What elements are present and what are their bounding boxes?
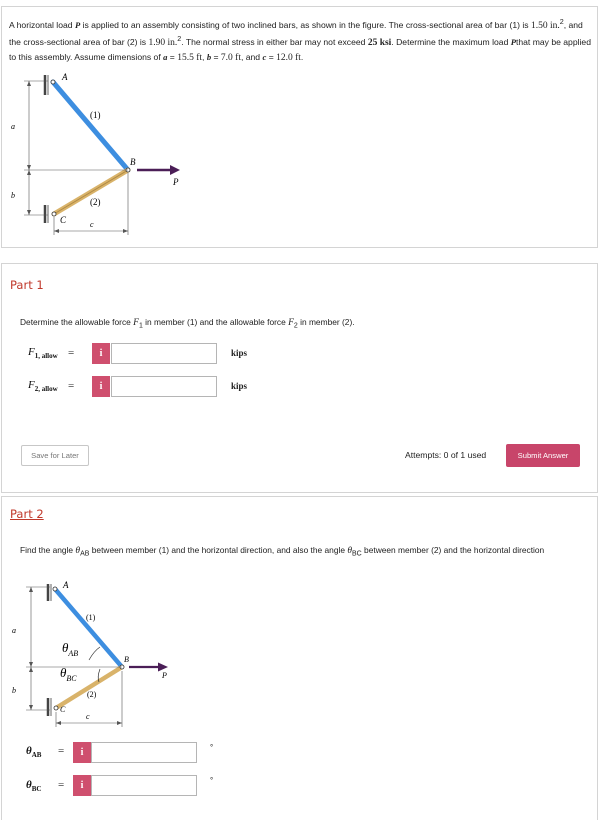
theta-sub: AB bbox=[68, 649, 79, 658]
dim-arrowhead bbox=[27, 81, 31, 86]
pin-c bbox=[54, 706, 58, 710]
f2-allow-label bbox=[28, 379, 58, 393]
save-for-later-button[interactable]: Save for Later bbox=[21, 445, 89, 466]
label-point-b: B bbox=[130, 157, 136, 167]
theta-glyph: θ bbox=[60, 665, 67, 680]
problem-text-segment: that may be applied to this assembly. Assume dimensions of bbox=[9, 37, 591, 62]
dim-arrowhead bbox=[117, 721, 122, 725]
dim-arrowhead bbox=[29, 667, 33, 672]
problem-text-segment: . The normal stress in either bar may not exceed bbox=[181, 37, 368, 48]
theta-ab-input[interactable] bbox=[91, 742, 197, 763]
f1-label-sub: 1, allow bbox=[34, 352, 58, 361]
subscript: BC bbox=[352, 550, 362, 558]
dim-arrowhead bbox=[56, 721, 61, 725]
dim-a-symbol: a bbox=[163, 51, 168, 62]
label-dim-a: a bbox=[12, 626, 16, 635]
instruction-segment: Determine the allowable force bbox=[20, 317, 134, 327]
part1-instruction bbox=[20, 316, 355, 333]
label-point-a: A bbox=[63, 581, 69, 590]
angle-figure bbox=[2, 581, 192, 731]
dim-arrowhead bbox=[27, 165, 31, 170]
dim-c-symbol: c bbox=[262, 51, 267, 62]
f2-info-button[interactable]: i bbox=[92, 376, 110, 397]
theta-bc-label-main: θ bbox=[26, 779, 32, 791]
f1-label-main: F bbox=[28, 346, 35, 358]
label-bar-2: (2) bbox=[90, 197, 101, 207]
f1-symbol: F bbox=[133, 318, 139, 328]
stress-limit-value: 25 ksi bbox=[367, 38, 392, 49]
theta-ab-label bbox=[26, 745, 41, 759]
part2-instruction bbox=[20, 544, 560, 561]
bar-2-edge bbox=[54, 170, 128, 214]
label-dim-b: b bbox=[11, 191, 15, 200]
load-arrow-head bbox=[170, 165, 180, 175]
dim-a-value: 15.5 ft bbox=[177, 52, 203, 63]
dim-arrowhead bbox=[123, 229, 128, 233]
area-bar2-value: 1.90 in. bbox=[148, 38, 178, 49]
load-symbol: P bbox=[510, 37, 516, 48]
label-point-a: A bbox=[62, 72, 68, 82]
theta-ab-symbol: θ bbox=[75, 546, 81, 556]
problem-text-segment: , bbox=[202, 51, 207, 62]
label-bar-1: (1) bbox=[90, 110, 101, 120]
equals-sign: = bbox=[266, 51, 277, 62]
theta-glyph: θ bbox=[62, 640, 69, 655]
theta-ab-label-sub: AB bbox=[31, 751, 42, 760]
instruction-segment: in member (1) and the allowable force bbox=[142, 317, 289, 327]
problem-statement-card bbox=[1, 6, 598, 248]
label-dim-b: b bbox=[12, 686, 16, 695]
label-point-c: C bbox=[60, 215, 67, 225]
theta-bc-label bbox=[26, 779, 41, 793]
equals-sign: = bbox=[68, 380, 75, 392]
problem-text-segment: A horizontal load bbox=[9, 19, 75, 30]
label-load-p: P bbox=[162, 671, 167, 680]
label-point-c: C bbox=[60, 705, 66, 714]
f2-label-main: F bbox=[28, 379, 35, 391]
problem-text-segment: . bbox=[300, 51, 304, 62]
area-bar1-value: 1.50 in. bbox=[530, 20, 560, 31]
f1-unit-label: kips bbox=[231, 348, 248, 358]
bar-1 bbox=[53, 82, 128, 170]
theta-bc-input[interactable] bbox=[91, 775, 197, 796]
equals-sign: = bbox=[58, 745, 65, 757]
problem-text-segment: , and the cross-sectional area of bar (2) is bbox=[9, 19, 583, 48]
f1-allow-input[interactable] bbox=[111, 343, 217, 364]
instruction-segment: Find the angle bbox=[20, 545, 76, 555]
dim-b-symbol: b bbox=[206, 51, 212, 62]
theta-ab-figure-label bbox=[62, 640, 78, 658]
f2-allow-input[interactable] bbox=[111, 376, 217, 397]
f2-unit-label: kips bbox=[231, 381, 248, 391]
attempts-counter: Attempts: 0 of 1 used bbox=[405, 450, 487, 460]
f1-info-button[interactable]: i bbox=[92, 343, 110, 364]
dim-arrowhead bbox=[27, 170, 31, 175]
part2-title[interactable]: Part 2 bbox=[10, 507, 44, 521]
label-load-p: P bbox=[173, 177, 179, 187]
pin-a bbox=[53, 587, 57, 591]
dim-arrowhead bbox=[29, 662, 33, 667]
problem-text-segment: , and bbox=[240, 51, 263, 62]
superscript: 2 bbox=[177, 35, 182, 44]
theta-sub: BC bbox=[66, 674, 77, 683]
dim-b-value: 7.0 ft bbox=[220, 52, 241, 63]
theta-ab-label-main: θ bbox=[26, 745, 32, 757]
assembly-figure bbox=[2, 65, 202, 235]
load-symbol: P bbox=[74, 19, 81, 30]
theta-bc-unit: ° bbox=[210, 776, 214, 785]
part1-card bbox=[1, 263, 598, 493]
label-dim-a: a bbox=[11, 122, 15, 131]
theta-bc-figure-label bbox=[60, 665, 77, 683]
dim-c-value: 12.0 ft bbox=[276, 52, 301, 63]
label-bar-1: (1) bbox=[86, 613, 96, 622]
instruction-segment: in member (2). bbox=[297, 317, 355, 327]
equals-sign: = bbox=[58, 779, 65, 791]
subscript: 2 bbox=[293, 322, 298, 330]
equals-sign: = bbox=[167, 51, 178, 62]
superscript: 2 bbox=[559, 18, 564, 26]
bar-1 bbox=[55, 589, 122, 667]
equals-sign: = bbox=[211, 51, 221, 62]
theta-bc-info-button[interactable]: i bbox=[73, 775, 91, 796]
subscript: AB bbox=[80, 550, 90, 558]
problem-text-segment: is applied to an assembly consisting of two inclined bars, as shown in the figure. The cross-sectional area of bar (1) is bbox=[80, 19, 531, 30]
pin-c bbox=[52, 212, 56, 216]
label-dim-c: c bbox=[86, 712, 90, 721]
submit-answer-button[interactable]: Submit Answer bbox=[506, 444, 580, 467]
label-dim-c: c bbox=[90, 220, 94, 229]
f2-symbol: F bbox=[288, 318, 294, 328]
dim-arrowhead bbox=[29, 705, 33, 710]
problem-text bbox=[9, 16, 594, 65]
subscript: 1 bbox=[138, 322, 143, 330]
label-bar-2: (2) bbox=[87, 690, 97, 699]
f1-allow-label bbox=[28, 346, 58, 360]
dim-arrowhead bbox=[29, 587, 33, 592]
theta-ab-unit: ° bbox=[210, 743, 214, 752]
part2-card bbox=[1, 496, 598, 820]
angle-arc-ab bbox=[89, 647, 100, 660]
theta-bc-symbol: θ bbox=[347, 546, 353, 556]
instruction-segment: between member (1) and the horizontal direction, and also the angle bbox=[89, 545, 348, 555]
equals-sign: = bbox=[68, 347, 75, 359]
label-point-b: B bbox=[124, 655, 129, 664]
pin-a bbox=[51, 80, 55, 84]
theta-ab-info-button[interactable]: i bbox=[73, 742, 91, 763]
instruction-segment: between member (2) and the horizontal direction bbox=[361, 545, 545, 555]
theta-bc-label-sub: BC bbox=[31, 785, 42, 794]
dim-arrowhead bbox=[27, 210, 31, 215]
f2-label-sub: 2, allow bbox=[34, 385, 58, 394]
problem-text-segment: . Determine the maximum load bbox=[391, 37, 511, 48]
part1-title: Part 1 bbox=[10, 278, 44, 292]
dim-arrowhead bbox=[54, 229, 59, 233]
